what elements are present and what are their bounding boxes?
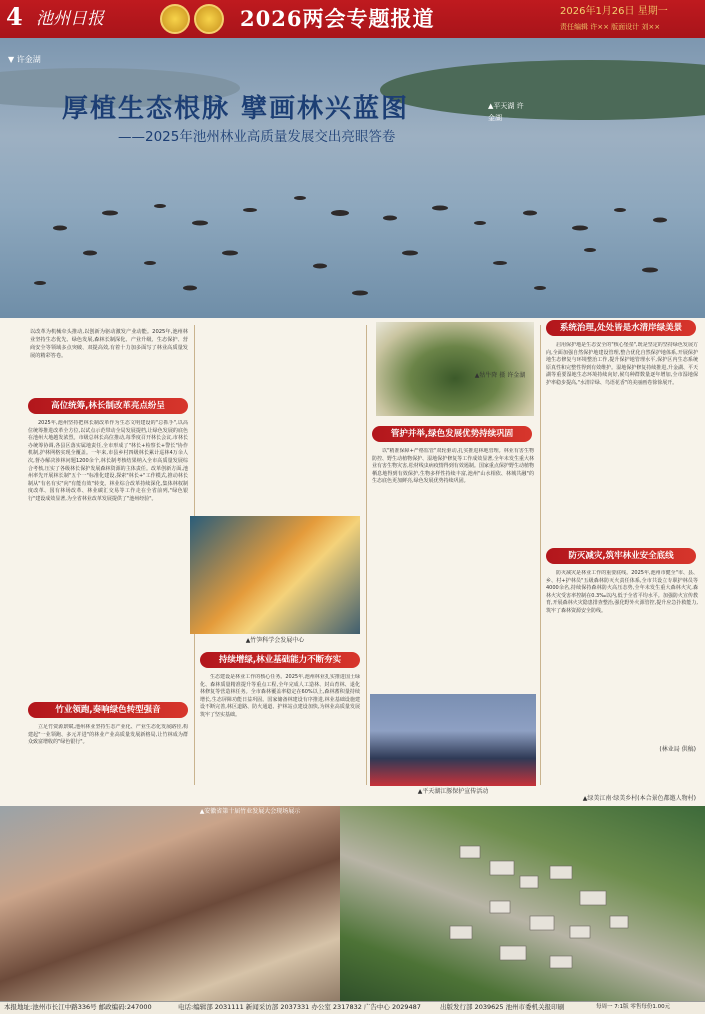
section-heading: 管护并举,绿色发展优势持续巩固 [372, 426, 532, 442]
section-body: 以"精准保障+严格监管"双轮驱动,扎实推进林地管理。林业有害生物防控、野生动植物保护、湿地保护修复等工作成效显著,全年未发生重大林业有害生物灾害,松材线虫病疫情得到有效遏制。国家重点保护野生动植物栖息地得到有效保护,生物多样性持续丰富,池州"山水相依、林城共融"的生态底色更加鲜亮,绿色发展优势持续巩固。 [372, 448, 534, 485]
national-emblem-icon [160, 4, 190, 34]
footer-address: 本报地址:池州市长江中路336号 邮政编码:247000 [4, 1003, 152, 1011]
column-divider [366, 325, 367, 785]
section-heading: 高位统筹,林长制改革亮点纷呈 [28, 398, 188, 414]
bamboo-factory-photo [190, 516, 360, 634]
section-heading: 防灭减灾,筑牢林业安全底线 [546, 548, 696, 564]
photo-caption: ▲竹笋科学会发展中心 [245, 637, 305, 644]
hero-side-caption: ▲平天湖 许金湖 [488, 102, 524, 122]
section-body: 2025年,池州坚持把林长制改革作为生态文明建设的"总抓手",以高位统筹推进改革全方位,以试点示范带动全局发展提档,让绿色发展的底色在池州大地越发浓烈。市级总林长高位推动,每季度召开林长会议,市林长办统筹协调,各县区落实属地责任,全市形成了"林长+检察长+警长"协作机制,护林网格实现全覆盖。一年来,市县乡村四级林长累计巡林4万余人次,督办解决涉林问题1200余个,林长制考核结果纳入全市高质量发展综合考核,压实了各级林长保护发展森林资源的主体责任。改革创新方面,池州率先开展林长制"五个一"标准化建设,探索"林长+"工作模式,推动林长制从"有名有实"向"有能有效"转变。林业综合改革持续深化,集体林权制度改革、国有林场改革、林业碳汇交易等工作走在全省前列,"绿色银行"建设成效显著,为全省林业改革发展提供了"池州经验"。 [28, 420, 188, 502]
byline: (林业局 供稿) [659, 746, 696, 753]
cppcc-emblem-icon [194, 4, 224, 34]
section-heading: 持续增绿,林业基础能力不断夯实 [200, 652, 360, 668]
editor-credits: 责任编辑 许×× 版面设计 刘×× [560, 23, 661, 31]
column-divider [540, 325, 541, 785]
footer-phones: 电话:编辑部 2031111 新闻采访部 2037331 办公室 2317832 广告中心 2029487 [178, 1003, 421, 1011]
river-dolphin-event-photo [370, 694, 536, 786]
article-body [200, 328, 360, 508]
footer-print-info: 出版发行部 2039625 池州市委机关报印刷 [440, 1003, 565, 1011]
intro-paragraph: 以改革为机械牵头推动,以创新为驱动激发产业动能。2025年,池州林业坚持生态优先、绿色发展,森林长制深化、产业升级、生态保护、营商安全等领域多点突破、双提高效,有着十力加多面写了林业高质量发展的精彩答卷。 [30, 329, 188, 359]
special-report-title: 2026两会专题报道 [240, 6, 435, 31]
ancient-tree-photo [376, 322, 534, 416]
page-number: 4 [6, 2, 23, 31]
photo-caption: ▲安徽省第十届竹业发展大会现场展示 [199, 808, 301, 815]
headline: 厚植生态根脉 擘画林兴蓝图 [62, 94, 410, 124]
photo-credit: ▼ 许金湖 [8, 55, 41, 64]
issue-date: 2026年1月26日 星期一 [560, 6, 668, 17]
section-body: 防灭减灾是林业工作的重要底线。2025年,池州市健全"市、县、乡、村+护林员"五级森林防灭火责任体系,全市共设立专职护林员等4000余名,持续保持森林防火高压态势,全年未发生重大森林火灾,森林火灾受害率控制在0.3‰以内,低于全省平均水平。加强防火宣传教育,开展森林火灾隐患排查整治,强化野外火源管控,提升应急扑救能力,筑牢了森林资源安全防线。 [546, 570, 698, 614]
bamboo-expo-photo [0, 806, 340, 1002]
section-heading: 系统治理,处处皆是水清岸绿美景 [546, 320, 696, 336]
section-body: 生态建设是林业工作的核心任务。2025年,池州林业扎实推进国土绿化、森林质量精准提升等重点工程,全年完成人工造林、封山育林、退化林修复等营造林任务。全市森林覆盖率稳定在60%以上,森林蓄积量持续增长,生态屏障功能日益巩固。国家储备林建设有序推进,林业基础设施建设不断完善,林区道路、防火通道、护林站点建设加快,为林业高质量发展筑牢了坚实基础。 [200, 674, 360, 718]
photo-caption: ▲牯牛降 摄 许金湖 [474, 372, 526, 379]
photo-caption: ▲平天湖江豚保护宣传活动 [417, 788, 489, 795]
subheadline: ——2025年池州林业高质量发展交出亮眼答卷 [118, 129, 396, 145]
newspaper-logo: 池州日报 [36, 9, 104, 29]
village-aerial-photo [340, 806, 705, 1002]
footer-price: 每周一 7:1版 零售每份1.00元 [596, 1004, 671, 1010]
hero-photo-lake-birds [0, 38, 705, 318]
section-body: 立足竹资源禀赋,池州林业坚持生态产业化、产业生态化发展路径,构建起"一业领跑、多元并进"的林业产业高质量发展新格局,让竹林成为群众致富增收的"绿色银行"。 [28, 724, 188, 746]
section-body: 启用保护地是生态安全的"核心堡垒",既是坚定的坚持绿色发展方向,全面加强自然保护地建设管理,整合优化自然保护地体系,开展保护地生态修复与环境整治工作,提升保护地管理水平,保护区内生态系统原真性和完整性得到有效维护。湿地保护修复持续推进,升金湖、平天湖等重要湿地生态环境持续向好,候鸟种群数量逐年增加,全市湿地保护率稳步提高,"水清岸绿、鸟语花香"的美丽画卷徐徐展开。 [546, 342, 698, 386]
section-heading: 竹业领跑,奏响绿色转型强音 [28, 702, 188, 718]
photo-caption: ▲绿美江南·绿美乡村(本合景色都邀人物村) [582, 795, 696, 802]
